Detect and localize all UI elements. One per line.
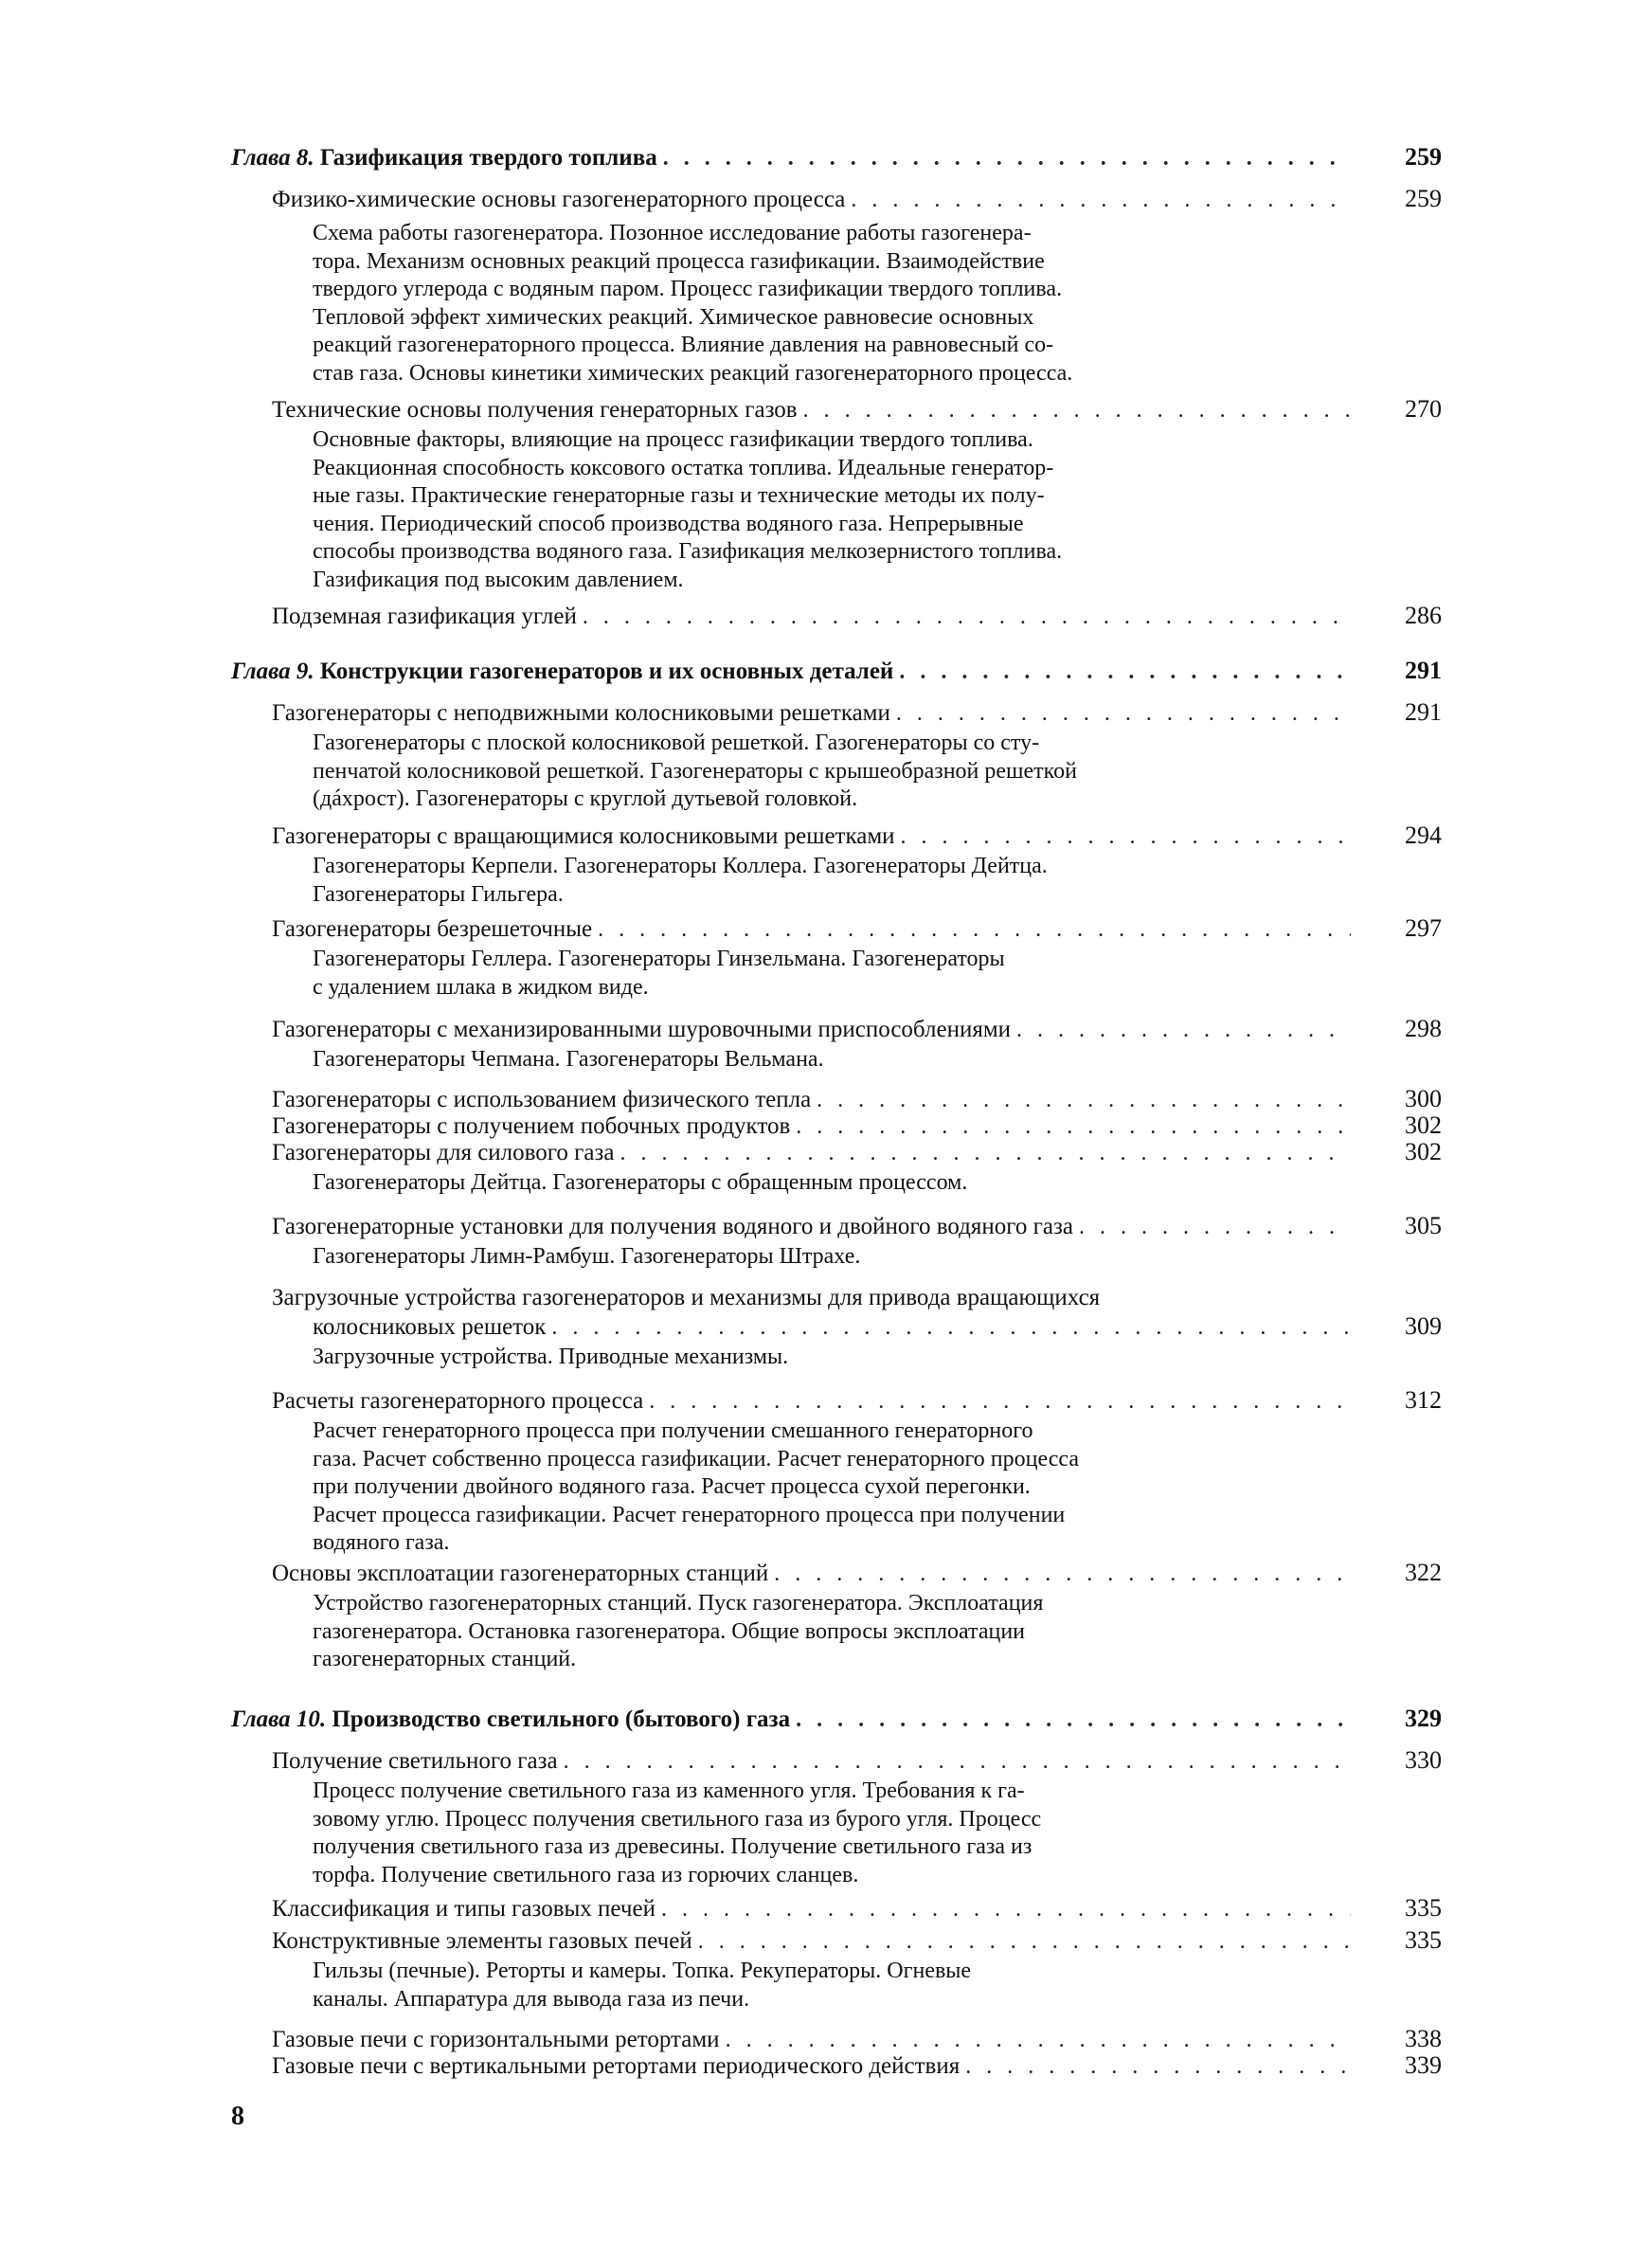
desc-line: Газогенераторы Гильгера. <box>313 881 564 907</box>
section-title: Загрузочные устройства газогенераторов и механизмы для привода вращающихся <box>272 1285 1101 1310</box>
dot-leader <box>1079 1214 1351 1240</box>
page-number: 322 <box>1405 1559 1442 1586</box>
section-description <box>313 1344 1345 1372</box>
page-number: 330 <box>1405 1746 1442 1774</box>
page-number: 335 <box>1405 1894 1442 1922</box>
desc-line: каналы. Аппаратура для вывода газа из печи. <box>313 1986 750 2012</box>
chapter-title: Производство светильного (бытового) газа <box>332 1706 791 1732</box>
section-title: Газогенераторы с использованием физического тепла <box>272 1087 812 1112</box>
section-description <box>313 220 1345 388</box>
page-number: 338 <box>1405 2025 1442 2052</box>
dot-leader <box>851 187 1351 213</box>
dot-leader <box>901 823 1351 850</box>
desc-line: водяного газа. <box>313 1530 450 1555</box>
page-number: 291 <box>1405 657 1442 684</box>
desc-line: Газогенераторы Керпели. Газогенераторы Коллера. Газогенераторы Дейтца. <box>313 854 1048 878</box>
desc-line: получения светильного газа из древесины. Получение светильного газа из <box>313 1834 1032 1859</box>
toc-section[interactable] <box>272 1213 1442 1240</box>
section-title: Подземная газификация углей <box>272 604 577 629</box>
page-number: 291 <box>1405 698 1442 726</box>
page-number: 294 <box>1405 822 1442 849</box>
desc-line: газогенератора. Остановка газогенератора. Общие вопросы эксплоатации <box>313 1618 1026 1644</box>
desc-line: газогенераторных станций. <box>313 1647 577 1671</box>
toc-section[interactable] <box>272 1086 1442 1113</box>
desc-line: Расчет генераторного процесса при получении смешанного генераторного <box>313 1418 1033 1443</box>
section-description <box>313 1778 1345 1889</box>
dot-leader <box>1016 1017 1351 1043</box>
dot-leader <box>896 700 1351 727</box>
chapter-prefix: Глава 9. <box>231 659 314 684</box>
toc-section[interactable] <box>272 1895 1442 1923</box>
desc-line: (дáхрост). Газогенераторы с круглой дутьевой головкой. <box>313 786 858 811</box>
desc-line: Гильзы (печные). Реторты и камеры. Топка. Рекуператоры. Огневые <box>313 1959 972 1983</box>
page-number: 335 <box>1405 1926 1442 1954</box>
desc-line: Газогенераторы Геллера. Газогенераторы Гинзельмана. Газогенераторы <box>313 947 1005 971</box>
toc-section[interactable] <box>272 2052 1442 2080</box>
desc-line: Газогенераторы с плоской колосниковой решеткой. Газогенераторы со сту- <box>313 731 1040 755</box>
desc-line: Процесс получение светильного газа из каменного угля. Требования к га- <box>313 1779 1025 1803</box>
toc-section[interactable] <box>272 1139 1442 1166</box>
desc-line: Газогенераторы Чепмана. Газогенераторы Вельмана. <box>313 1047 824 1072</box>
toc-section-wrapped[interactable] <box>272 1285 1442 1311</box>
desc-line: с удалением шлака в жидком виде. <box>313 974 649 1000</box>
page-number: 298 <box>1405 1015 1442 1042</box>
toc-chapter-10[interactable] <box>231 1706 1442 1733</box>
desc-line: Газификация под высоким давлением. <box>313 567 684 592</box>
dot-leader <box>620 1140 1351 1166</box>
section-title: Газогенераторы с получением побочных продуктов <box>272 1113 791 1139</box>
toc-section[interactable] <box>272 2026 1442 2053</box>
section-title: Газогенераторы с неподвижными колосниковыми решетками <box>272 700 890 726</box>
section-description <box>313 1243 1345 1272</box>
dot-leader <box>817 1087 1351 1113</box>
desc-line: став газа. Основы кинетики химических реакций газогенераторного процесса. <box>313 360 1073 386</box>
desc-line: Газогенераторы Дейтца. Газогенераторы с обращенным процессом. <box>313 1170 968 1195</box>
toc-section[interactable] <box>272 1927 1442 1955</box>
section-title: Газогенераторы для силового газа <box>272 1140 615 1165</box>
section-title: Конструктивные элементы газовых печей <box>272 1928 692 1954</box>
chapter-prefix: Глава 8. <box>231 145 314 171</box>
section-title: Технические основы получения генераторных газов <box>272 397 798 423</box>
toc-section[interactable] <box>272 1387 1442 1415</box>
page-number: 312 <box>1405 1386 1442 1414</box>
section-title: Физико-химические основы газогенераторного процесса <box>272 187 846 212</box>
section-title: Газовые печи с вертикальными ретортами периодического действия <box>272 2053 961 2079</box>
section-description <box>313 1590 1345 1674</box>
page-number: 302 <box>1405 1111 1442 1139</box>
desc-line: зовому углю. Процесс получения светильного газа из бурого угля. Процесс <box>313 1806 1042 1832</box>
desc-line: Реакционная способность коксового остатка топлива. Идеальные генератор- <box>313 455 1054 480</box>
section-title: Расчеты газогенераторного процесса <box>272 1388 644 1414</box>
section-title: Классификация и типы газовых печей <box>272 1896 655 1922</box>
desc-line: пенчатой колосниковой решеткой. Газогенераторы с крышеобразной решеткой <box>313 758 1077 784</box>
section-title: Газогенераторы безрешеточные <box>272 916 593 942</box>
section-title: Основы эксплоатации газогенераторных станций <box>272 1561 769 1586</box>
dot-leader <box>649 1388 1351 1415</box>
page-folio: 8 <box>231 2102 244 2131</box>
page-number: 259 <box>1405 185 1442 212</box>
section-title: Газовые печи с горизонтальными ретортами <box>272 2027 720 2052</box>
section-description <box>313 1417 1345 1558</box>
dot-leader <box>803 397 1351 424</box>
page-number: 329 <box>1405 1705 1442 1732</box>
desc-line: Газогенераторы Лимн-Рамбуш. Газогенераторы Штрахе. <box>313 1244 861 1269</box>
desc-line: реакций газогенераторного процесса. Влияние давления на равновесный со- <box>313 333 1054 357</box>
desc-line: чения. Периодический способ производства водяного газа. Непрерывные <box>313 511 1024 536</box>
desc-line: Расчет процесса газификации. Расчет генераторного процесса при получении <box>313 1502 1066 1527</box>
dot-leader <box>698 1928 1351 1955</box>
section-description <box>313 1169 1345 1198</box>
desc-line: Устройство газогенераторных станций. Пуск газогенератора. Эксплоатация <box>313 1591 1044 1616</box>
section-description <box>313 946 1345 1002</box>
toc-section[interactable] <box>272 1016 1442 1043</box>
toc-chapter-8[interactable] <box>231 144 1442 172</box>
toc-section[interactable] <box>272 186 1442 213</box>
page-number: 309 <box>1405 1312 1442 1340</box>
desc-line: способы производства водяного газа. Газификация мелкозернистого топлива. <box>313 539 1063 564</box>
dot-leader <box>726 2027 1351 2053</box>
chapter-title: Газификация твердого топлива <box>319 145 657 171</box>
page-number: 302 <box>1405 1138 1442 1165</box>
toc-chapter-9[interactable] <box>231 658 1442 685</box>
dot-leader <box>583 604 1351 630</box>
desc-line: Схема работы газогенератора. Позонное исследование работы газогенера- <box>313 221 1032 245</box>
toc-section[interactable] <box>272 603 1442 630</box>
page-number: 297 <box>1405 914 1442 942</box>
toc-section[interactable] <box>272 915 1442 943</box>
desc-line: Загрузочные устройства. Приводные механизмы. <box>313 1345 789 1369</box>
dot-leader <box>796 1113 1351 1140</box>
chapter-title: Конструкции газогенераторов и их основных деталей <box>319 659 894 684</box>
section-description <box>313 1046 1345 1074</box>
section-title: Получение светильного газа <box>272 1748 558 1774</box>
section-description <box>313 853 1345 909</box>
section-title: Газогенераторы с вращающимися колосниковыми решетками <box>272 823 895 849</box>
toc-section-continued[interactable] <box>313 1313 1442 1341</box>
desc-line: при получении двойного водяного газа. Расчет процесса сухой перегонки. <box>313 1474 1031 1499</box>
desc-line: Основные факторы, влияющие на процесс газификации твердого топлива. <box>313 427 1033 452</box>
section-description <box>313 426 1345 594</box>
page-number: 286 <box>1405 602 1442 629</box>
toc-section[interactable] <box>272 396 1442 424</box>
dot-leader <box>796 1706 1351 1733</box>
chapter-prefix: Глава 10. <box>231 1706 327 1732</box>
dot-leader <box>663 145 1351 172</box>
desc-line: тора. Механизм основных реакций процесса газификации. Взаимодействие <box>313 248 1045 274</box>
desc-line: ные газы. Практические генераторные газы и технические методы их полу- <box>313 483 1045 508</box>
page-number: 339 <box>1405 2051 1442 2079</box>
desc-line: газа. Расчет собственно процесса газификации. Расчет генераторного процесса <box>313 1446 1079 1472</box>
dot-leader <box>564 1748 1351 1775</box>
section-description <box>313 730 1345 814</box>
section-title: Газогенераторные установки для получения водяного и двойного водяного газа <box>272 1214 1073 1239</box>
desc-line: Тепловой эффект химических реакций. Химическое равновесие основных <box>313 304 1034 330</box>
dot-leader <box>551 1314 1351 1341</box>
desc-line: торфа. Получение светильного газа из горючих сланцев. <box>313 1862 859 1887</box>
dot-leader <box>774 1561 1351 1587</box>
dot-leader <box>965 2053 1351 2080</box>
page-number: 300 <box>1405 1085 1442 1112</box>
dot-leader <box>598 916 1351 943</box>
toc-section[interactable] <box>272 699 1442 727</box>
dot-leader <box>899 659 1351 685</box>
toc-section[interactable] <box>272 1112 1442 1140</box>
page-number: 305 <box>1405 1212 1442 1239</box>
toc-section[interactable] <box>272 1560 1442 1587</box>
dot-leader <box>661 1896 1351 1923</box>
section-description <box>313 1958 1345 2013</box>
page-number: 259 <box>1405 143 1442 171</box>
section-title: Газогенераторы с механизированными шуровочными приспособлениями <box>272 1017 1012 1042</box>
section-title: колосниковых решеток <box>313 1314 547 1340</box>
desc-line: твердого углерода с водяным паром. Процесс газификации твердого топлива. <box>313 277 1063 301</box>
toc-section[interactable] <box>272 1747 1442 1775</box>
page-number: 270 <box>1405 395 1442 423</box>
toc-section[interactable] <box>272 822 1442 850</box>
